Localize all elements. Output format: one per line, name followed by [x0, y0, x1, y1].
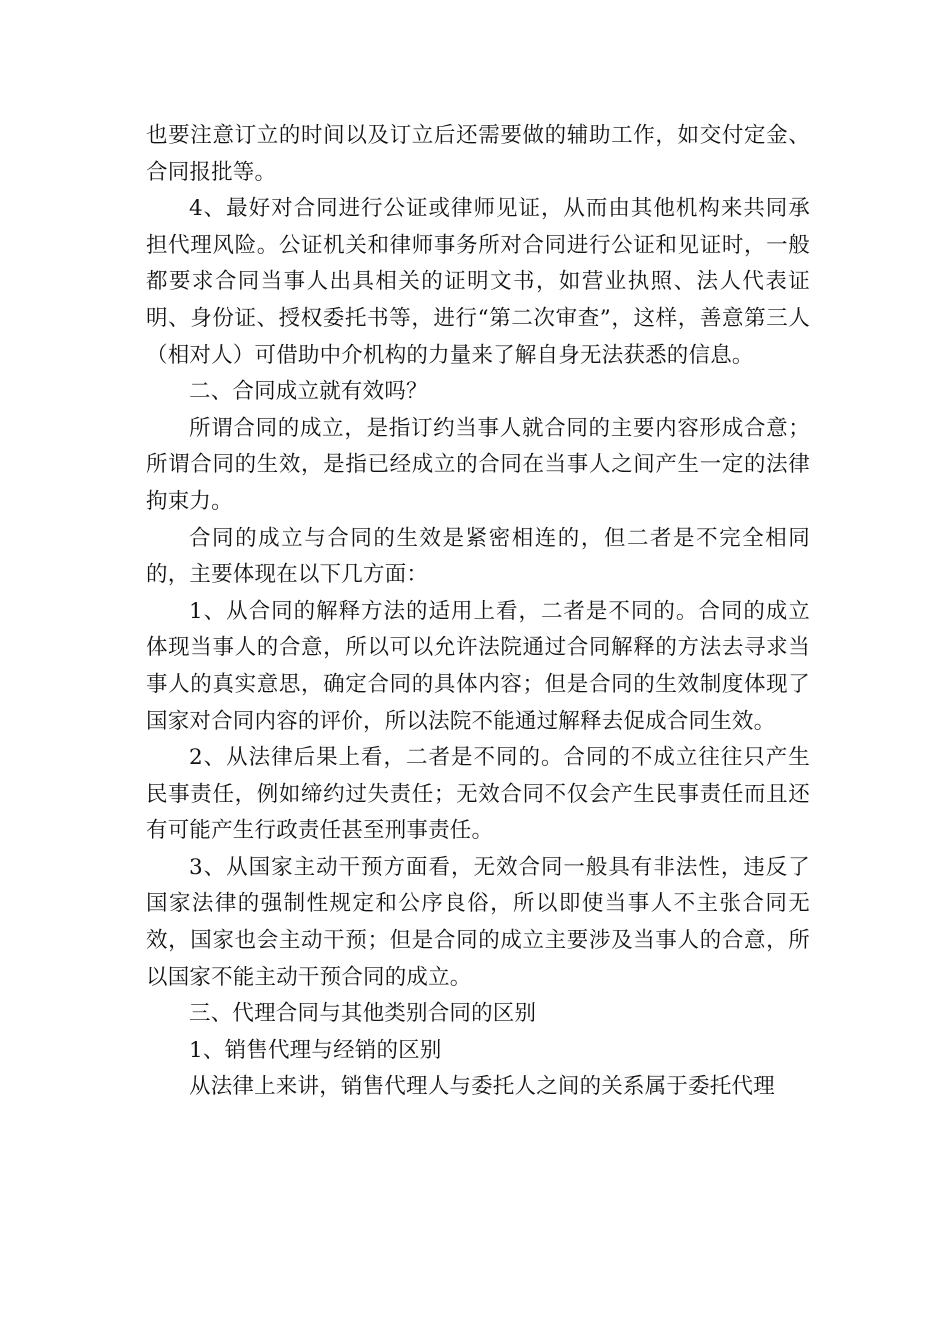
subsection-heading-1: 1、销售代理与经销的区别 — [189, 1037, 442, 1063]
paragraph-point-3: 3、从国家主动干预方面看，无效合同一般具有非法性，违反了国家法律的强制性规定和公序良俗，所以即使当事人不主张合同无效，国家也会主动干预；但是合同的成立主要涉及当事人的合意，所以国家不能主动干预合同的成立。 — [146, 854, 810, 990]
section-heading-3: 三、代理合同与其他类别合同的区别 — [189, 1001, 537, 1027]
paragraph-sales-agency: 从法律上来讲，销售代理人与委托人之间的关系属于委托代理 — [189, 1074, 775, 1100]
paragraph-difference-intro: 合同的成立与合同的生效是紧密相连的，但二者是不完全相同的，主要体现在以下几方面： — [146, 525, 810, 588]
paragraph-point-4: 4、最好对合同进行公证或律师见证，从而由其他机构来共同承担代理风险。公证机关和律师事务所对合同进行公证和见证时，一般都要求合同当事人出具相关的证明文书，如营业执照、法人代表证明、身份证、授权委托书等，进行“第二次审查”，这样，善意第三人（相对人）可借助中介机构的力量来了解自身无法获悉的信息。 — [146, 196, 810, 368]
section-heading-2: 二、合同成立就有效吗？ — [189, 379, 428, 405]
paragraph-point-2: 2、从法律后果上看，二者是不同的。合同的不成立往往只产生民事责任，例如缔约过失责任；无效合同不仅会产生民事责任而且还有可能产生行政责任甚至刑事责任。 — [146, 745, 810, 844]
document-body — [146, 118, 810, 1106]
paragraph-definition: 所谓合同的成立，是指订约当事人就合同的主要内容形成合意；所谓合同的生效，是指已经成立的合同在当事人之间产生一定的法律拘束力。 — [146, 415, 810, 514]
paragraph-point-1: 1、从合同的解释方法的适用上看，二者是不同的。合同的成立体现当事人的合意，所以可以允许法院通过合同解释的方法去寻求当事人的真实意思，确定合同的具体内容；但是合同的生效制度体现了国家对合同内容的评价，所以法院不能通过解释去促成合同生效。 — [146, 598, 810, 734]
paragraph-continuation: 也要注意订立的时间以及订立后还需要做的辅助工作，如交付定金、合同报批等。 — [146, 123, 810, 185]
